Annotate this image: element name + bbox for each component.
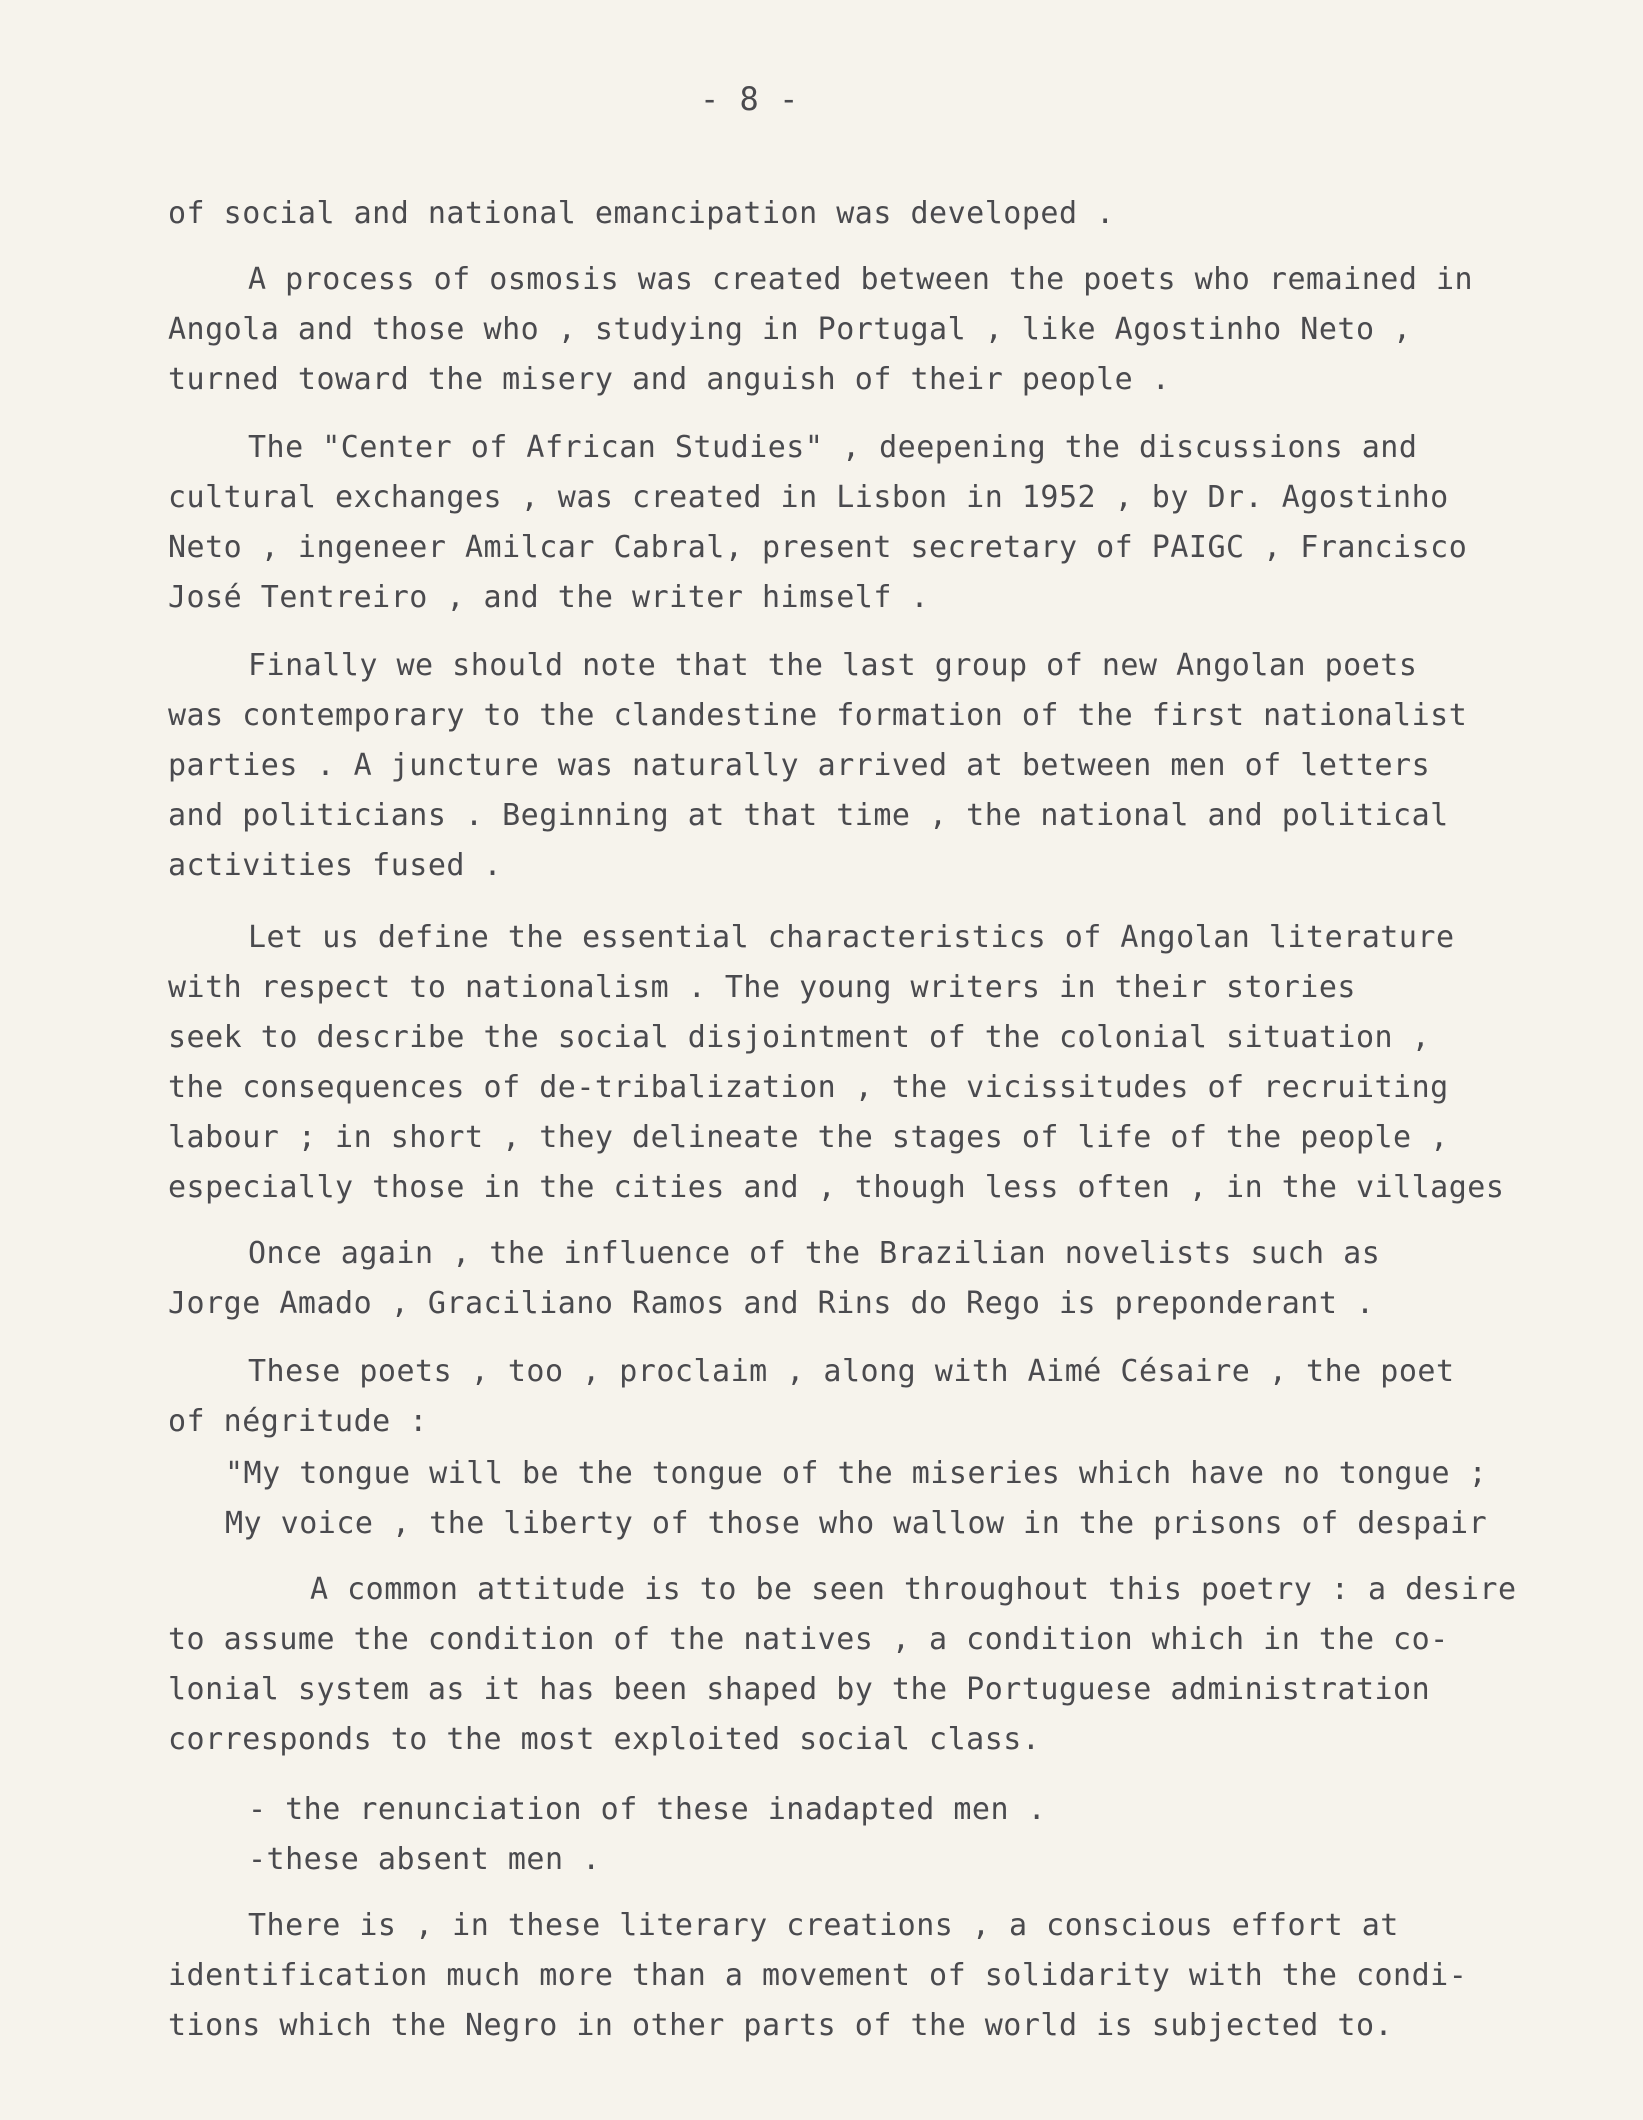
text-line: of social and national emancipation was developed . (168, 196, 1115, 231)
text-line: A common attitude is to be seen throughout this poetry : a desire (310, 1572, 1517, 1607)
text-line: activities fused . (168, 848, 503, 883)
text-line: Let us define the essential characteristics of Angolan literature (248, 920, 1455, 955)
quote-line: My voice , the liberty of those who wallow in the prisons of despair (225, 1506, 1488, 1541)
list-item: -these absent men . (248, 1842, 601, 1877)
text-line: Angola and those who , studying in Portugal , like Agostinho Neto , (168, 312, 1412, 347)
list-item: - the renunciation of these inadapted men . (248, 1792, 1047, 1827)
text-line: Finally we should note that the last group of new Angolan poets (248, 648, 1418, 683)
text-line: of négritude : (168, 1404, 428, 1439)
text-line: tions which the Negro in other parts of the world is subjected to. (168, 2008, 1394, 2043)
text-line: There is , in these literary creations , a conscious effort at (248, 1908, 1399, 1943)
text-line: the consequences of de-tribalization , the vicissitudes of recruiting (168, 1070, 1449, 1105)
text-line: was contemporary to the clandestine formation of the first nationalist (168, 698, 1468, 733)
text-line: The "Center of African Studies" , deepening the discussions and (248, 430, 1418, 465)
text-line: corresponds to the most exploited social class. (168, 1722, 1041, 1757)
quote-line: "My tongue will be the tongue of the miseries which have no tongue ; (225, 1456, 1488, 1491)
text-line: to assume the condition of the natives , a condition which in the co- (168, 1622, 1449, 1657)
text-line: turned toward the misery and anguish of their people . (168, 362, 1171, 397)
text-line: José Tentreiro , and the writer himself . (168, 580, 930, 615)
text-line: seek to describe the social disjointment of the colonial situation , (168, 1020, 1431, 1055)
text-line: with respect to nationalism . The young writers in their stories (168, 970, 1356, 1005)
text-line: lonial system as it has been shaped by the Portuguese administration (168, 1672, 1431, 1707)
text-line: Once again , the influence of the Brazilian novelists such as (248, 1236, 1381, 1271)
page-number: - 8 - (700, 80, 799, 118)
text-line: especially those in the cities and , though less often , in the villages (168, 1170, 1505, 1205)
text-line: Jorge Amado , Graciliano Ramos and Rins do Rego is preponderant . (168, 1286, 1375, 1321)
text-line: labour ; in short , they delineate the stages of life of the people , (168, 1120, 1449, 1155)
text-line: and politicians . Beginning at that time , the national and political (168, 798, 1449, 833)
text-line: cultural exchanges , was created in Lisbon in 1952 , by Dr. Agostinho (168, 480, 1449, 515)
text-line: A process of osmosis was created between the poets who remained in (248, 262, 1474, 297)
text-line: Neto , ingeneer Amilcar Cabral, present secretary of PAIGC , Francisco (168, 530, 1468, 565)
text-line: identification much more than a movement of solidarity with the condi- (168, 1958, 1468, 1993)
text-line: These poets , too , proclaim , along with Aimé Césaire , the poet (248, 1354, 1455, 1389)
text-line: parties . A juncture was naturally arrived at between men of letters (168, 748, 1431, 783)
